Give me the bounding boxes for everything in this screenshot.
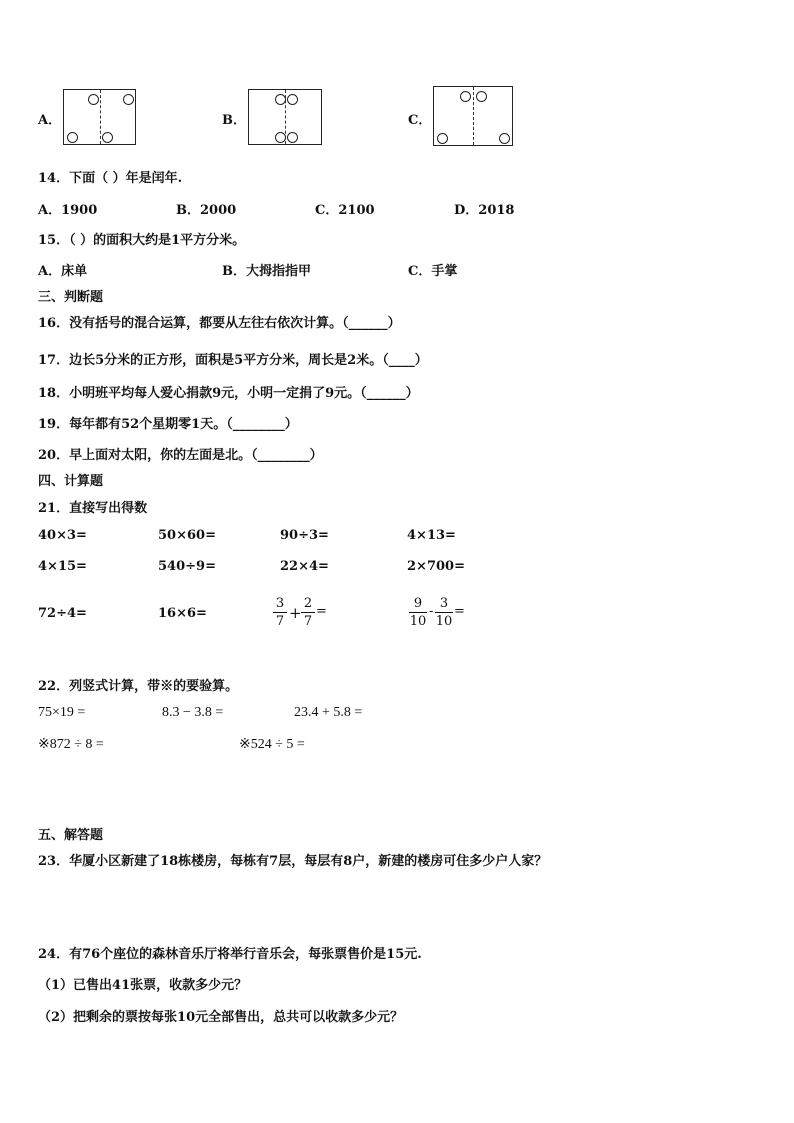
option-a-label: A．: [38, 113, 62, 128]
question-24-part-2: （2）把剩余的票按每张10元全部售出，总共可以收款多少元？: [38, 1010, 404, 1025]
calc-item: 2×700=: [407, 559, 465, 574]
option-2100: C．2100: [315, 203, 375, 218]
calc-item: 540÷9=: [158, 559, 216, 574]
circle-icon: [460, 91, 471, 102]
fraction-3-7: $\frac{3}{7}$: [273, 595, 287, 630]
vertical-calc-item: 8.3 − 3.8 =: [162, 705, 224, 720]
circle-icon: [88, 94, 99, 105]
calc-item: 4×13=: [407, 528, 456, 543]
calc-item: 4×15=: [38, 559, 87, 574]
fold-figure-b: [248, 89, 322, 145]
circle-icon: [476, 91, 487, 102]
circle-icon: [275, 132, 286, 143]
question-21-stem: 21．直接写出得数: [38, 501, 148, 516]
option-b-label: B．: [222, 113, 246, 128]
equals-sign: =: [316, 604, 327, 619]
calc-item: 22×4=: [280, 559, 329, 574]
circle-icon: [67, 132, 78, 143]
circle-icon: [102, 132, 113, 143]
option-bedsheet: A．床单: [38, 264, 88, 279]
plus-sign: +: [289, 604, 302, 622]
question-15-stem: 15．（ ）的面积大约是1平方分米。: [38, 233, 246, 248]
option-2018: D．2018: [454, 203, 515, 218]
vertical-calc-item: 23.4 + 5.8 =: [294, 705, 363, 720]
question-24-part-1: （1）已售出41张票，收款多少元？: [38, 978, 248, 993]
option-c-label: C．: [408, 113, 432, 128]
calc-item: 72÷4=: [38, 606, 87, 621]
option-palm: C．手掌: [408, 264, 458, 279]
question-24-stem: 24．有76个座位的森林音乐厅将举行音乐会，每张票售价是15元.: [38, 947, 422, 962]
option-2000: B．2000: [176, 203, 237, 218]
minus-sign: -: [429, 604, 434, 619]
equals-sign: =: [454, 604, 465, 619]
question-18: 18．小明班平均每人爱心捐款9元，小明一定捐了9元。（______）: [38, 386, 419, 401]
option-1900: A．1900: [38, 203, 98, 218]
vertical-calc-item: ※524 ÷ 5 =: [239, 737, 305, 752]
circle-icon: [437, 133, 448, 144]
section-4-title: 四、计算题: [38, 474, 104, 489]
circle-icon: [287, 132, 298, 143]
fraction-3-10: $\frac{3}{10}$: [435, 596, 453, 629]
circle-icon: [499, 133, 510, 144]
circle-icon: [275, 94, 286, 105]
section-5-title: 五、解答题: [38, 828, 104, 843]
section-3-title: 三、判断题: [38, 290, 104, 305]
question-22-stem: 22．列竖式计算，带※的要验算。: [38, 679, 239, 694]
vertical-calc-item: ※872 ÷ 8 =: [38, 737, 104, 752]
question-17: 17．边长5分米的正方形，面积是5平方分米，周长是2米。（____）: [38, 353, 428, 368]
fold-figure-a: [63, 89, 136, 145]
question-19: 19．每年都有52个星期零1天。（________）: [38, 417, 298, 432]
circle-icon: [287, 94, 298, 105]
question-23: 23．华厦小区新建了18栋楼房，每栋有7层，每层有8户，新建的楼房可住多少户人家？: [38, 854, 548, 869]
vertical-calc-item: 75×19 =: [38, 705, 86, 720]
fold-figure-c: [433, 86, 513, 146]
calc-item: 90÷3=: [280, 528, 329, 543]
calc-item: 40×3=: [38, 528, 87, 543]
question-14-stem: 14．下面（ ）年是闰年.: [38, 171, 183, 186]
fraction-2-7: $\frac{2}{7}$: [301, 595, 315, 630]
circle-icon: [123, 94, 134, 105]
calc-item: 50×60=: [158, 528, 216, 543]
calc-item: 16×6=: [158, 606, 207, 621]
option-thumbnail: B．大拇指指甲: [222, 264, 311, 279]
fraction-9-10: $\frac{9}{10}$: [409, 596, 427, 629]
question-16: 16．没有括号的混合运算，都要从左往右依次计算。（______）: [38, 316, 401, 331]
question-20: 20．早上面对太阳，你的左面是北。（________）: [38, 448, 323, 463]
